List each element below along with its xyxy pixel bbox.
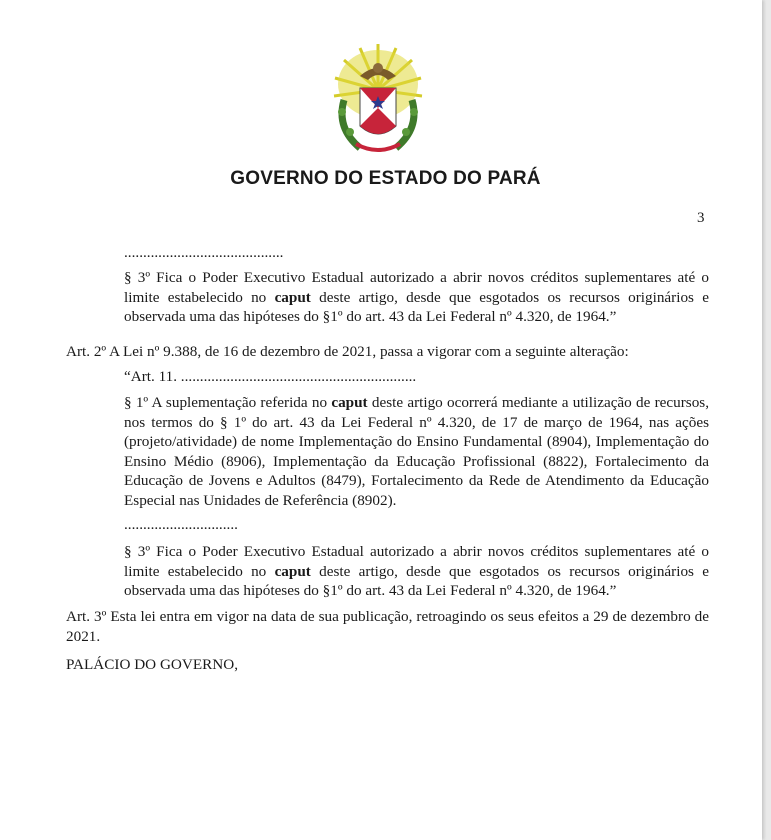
article-2: Art. 2º A Lei nº 9.388, de 16 de dezembro de 2021, passa a vigorar com a seguinte alteração:: [66, 343, 629, 360]
page-number: 3: [697, 210, 705, 226]
paragraph-1-amendment: § 1º A suplementação referida no caput deste artigo ocorrerá mediante a utilização de recursos, nos termos do § 1º do art. 43 da Lei Federal nº 4.320, de 17 de março de 1964, nas ações (projeto/atividade) de nome Implementação do Ensino Fundamental (8904), Implementação do Ensino Médio (8906), Implementação da Educação Profissional (8822), Fortalecimento da Educação de Jovens e Adultos (8479), Fortalecimento da Rede de Atendimento da Educação Especial nas Unidades de Referência (8902).: [124, 394, 709, 509]
paragraph-3-amendment: § 3º Fica o Poder Executivo Estadual autorizado a abrir novos créditos suplementares até o limite estabelecido no caput deste artigo, desde que esgotados os recursos originários e observada uma das hipóteses do §1º do art. 43 da Lei Federal nº 4.320, de 1964.”: [124, 269, 709, 325]
ellipsis-line: ..............................: [124, 516, 238, 533]
closing-line: PALÁCIO DO GOVERNO,: [66, 656, 238, 673]
coat-of-arms-emblem: [330, 40, 426, 158]
article-11-heading: “Art. 11. ..............................................................: [124, 368, 417, 385]
page-title: GOVERNO DO ESTADO DO PARÁ: [230, 168, 541, 189]
paragraph-3-amendment-repeat: § 3º Fica o Poder Executivo Estadual autorizado a abrir novos créditos suplementares até o limite estabelecido no caput deste artigo, desde que esgotados os recursos originários e observada uma das hipóteses do §1º do art. 43 da Lei Federal nº 4.320, de 1964.”: [124, 543, 709, 599]
article-3: Art. 3º Esta lei entra em vigor na data de sua publicação, retroagindo os seus efeitos a 29 de dezembro de 2021.: [66, 608, 709, 645]
ellipsis-line: ..........................................: [124, 244, 284, 261]
